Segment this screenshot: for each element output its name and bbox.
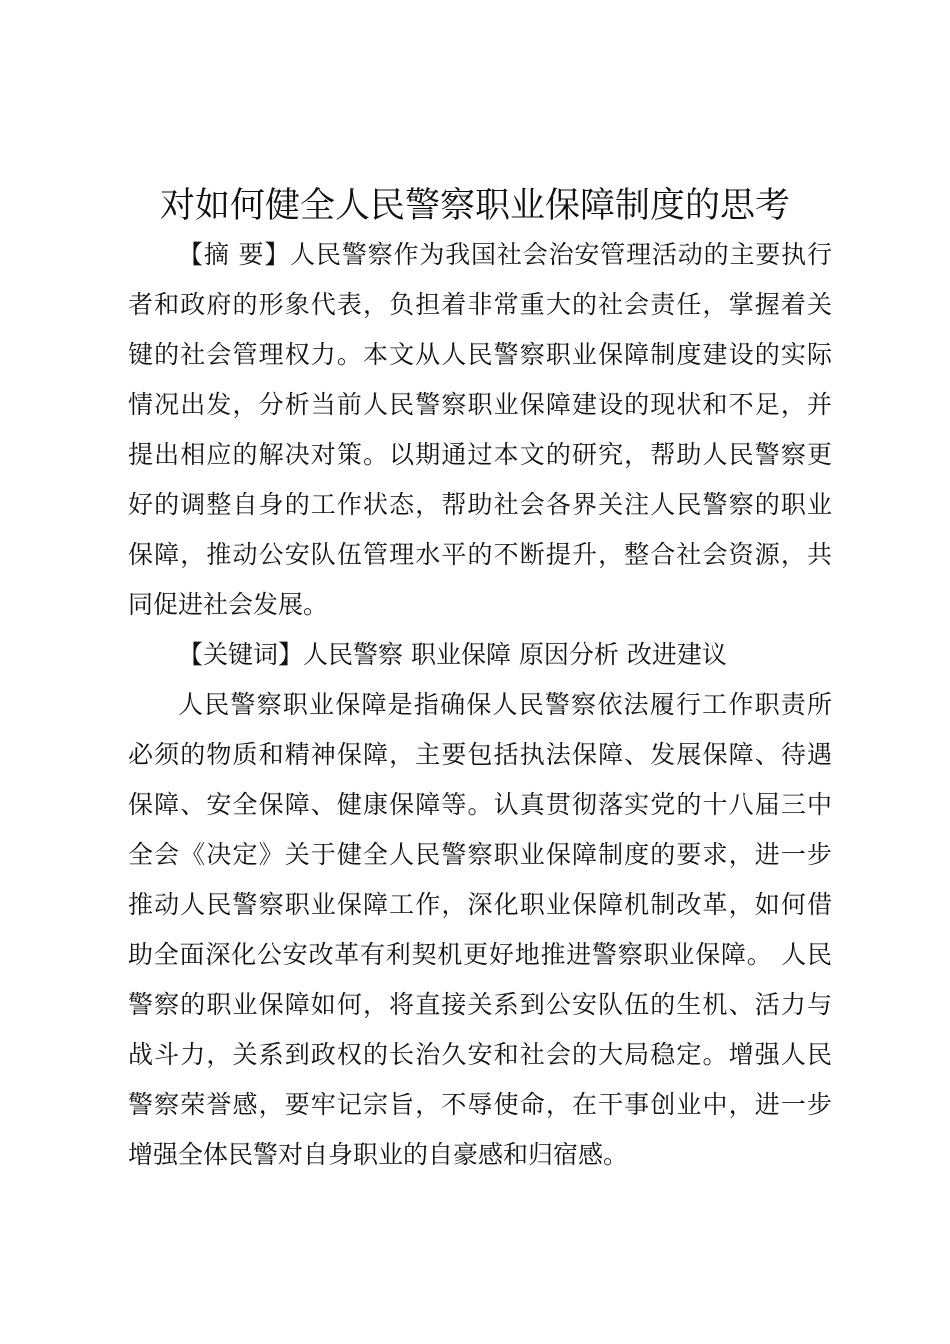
intro-line: 必须的物质和精神保障，主要包括执法保障、发展保障、待遇 [128,740,832,769]
abstract-line: 情况出发，分析当前人民警察职业保障建设的现状和不足，并 [128,390,832,419]
intro-line: 全会《决定》关于健全人民警察职业保障制度的要求，进一步 [128,840,832,869]
intro-paragraph [128,680,832,1180]
keywords-line: 【关键词】人民警察 职业保障 原因分析 改进建议 [178,640,727,669]
intro-line: 战斗力，关系到政权的长治久安和社会的大局稳定。增强人民 [128,1040,832,1069]
document-title: 对如何健全人民警察职业保障制度的思考 [159,186,790,226]
intro-line: 警察荣誉感，要牢记宗旨，不辱使命，在干事创业中，进一步 [128,1090,832,1119]
abstract-line: 保障，推动公安队伍管理水平的不断提升，整合社会资源，共 [128,540,832,569]
abstract-line: 同促进社会发展。 [128,590,329,619]
keywords-paragraph [128,630,832,680]
abstract-line: 【摘 要】人民警察作为我国社会治安管理活动的主要执行 [178,240,832,269]
intro-line: 增强全体民警对自身职业的自豪感和归宿感。 [128,1140,629,1169]
intro-line: 助全面深化公安改革有利契机更好地推进警察职业保障。 人民 [128,940,832,969]
intro-line: 人民警察职业保障是指确保人民警察依法履行工作职责所 [178,690,832,719]
abstract-line: 者和政府的形象代表，负担着非常重大的社会责任，掌握着关 [128,290,832,319]
intro-line: 推动人民警察职业保障工作，深化职业保障机制改革，如何借 [128,890,832,919]
abstract-line: 好的调整自身的工作状态，帮助社会各界关注人民警察的职业 [128,490,832,519]
abstract-line: 键的社会管理权力。本文从人民警察职业保障制度建设的实际 [128,340,832,369]
intro-line: 警察的职业保障如何，将直接关系到公安队伍的生机、活力与 [128,990,832,1019]
abstract-paragraph [128,230,832,630]
abstract-line: 提出相应的解决对策。以期通过本文的研究，帮助人民警察更 [128,440,832,469]
intro-line: 保障、安全保障、健康保障等。认真贯彻落实党的十八届三中 [128,790,832,819]
